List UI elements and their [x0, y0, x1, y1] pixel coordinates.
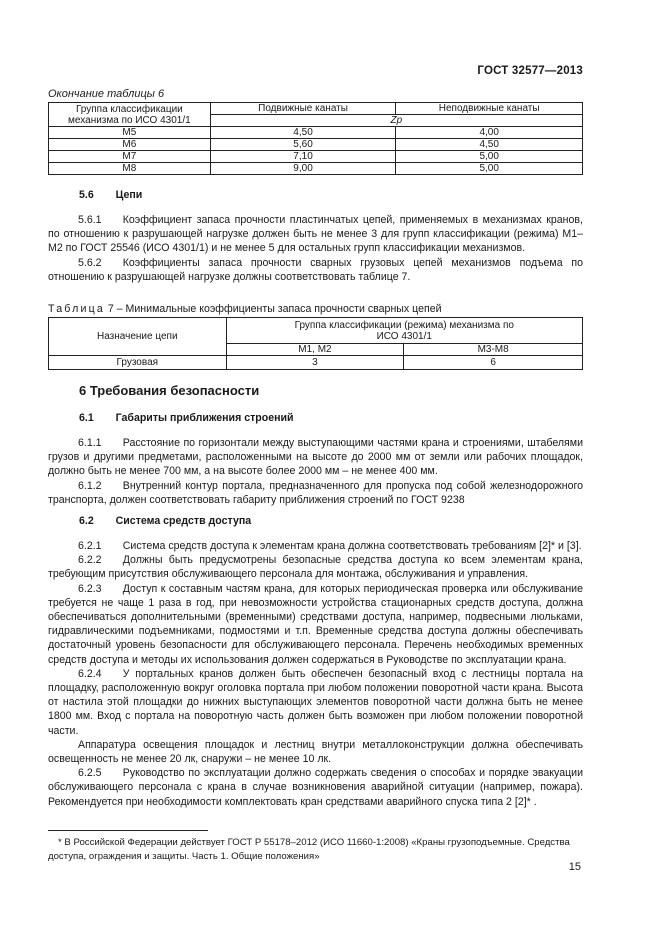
section-5-6-body	[48, 213, 583, 284]
section-6-1-heading	[79, 411, 294, 425]
table7-group-header: Группа классификации (режима) механизма по ИСО 4301/1	[226, 318, 582, 344]
paragraph-6-2-4: 6.2.4 У портальных кранов должен быть обеспечен безопасный вход с лестницы портала на площадку, расположенную вокруг оголовка портала при любом положении поворотной части крана. Высота от настила этой площадки до нижних выступающих элементов поворотной части должна быть не менее 1800 мм. Вход с портала на поворотную часть должен быть возможен при любом положении поворотной части.	[48, 667, 583, 737]
section-title: Габариты приближения строений	[115, 412, 294, 424]
table7-row-v2: 6	[404, 356, 583, 370]
table6-row-movable: 5,60	[210, 139, 396, 151]
table6-col3-header: Неподвижные канаты	[396, 103, 583, 115]
table7-col1-header: Назначение цепи	[49, 318, 227, 356]
paragraph-6-2-1: 6.2.1 Система средств доступа к элементам крана должна соответствовать требованиям [2]* и [3].	[78, 540, 582, 552]
footnote-text: * В Российской Федерации действует ГОСТ Р 55178–2012 (ИСО 11660-1:2008) «Краны грузоподъемные. Средства доступа, ограждения и защиты. Часть 1. Общие положения»	[48, 837, 570, 862]
section-number: 6.1	[79, 412, 94, 424]
section-6-2-body	[48, 539, 583, 809]
footnote-divider	[48, 830, 208, 831]
section-6-heading	[79, 384, 259, 398]
table6-row-group: M5	[49, 127, 211, 139]
table6	[48, 102, 583, 175]
section-5-6-heading	[79, 188, 142, 202]
paragraph-5-6-1: 5.6.1 Коэффициент запаса прочности пластинчатых цепей, применяемых в механизмах кранов, по отношению к разрушающей нагрузке должен быть не менее 3 для групп классификации (режима) M1–M2 по ГОСТ 25546 (ИСО 4301/1) и не менее 5 для остальных групп классификации механизмов.	[48, 214, 583, 255]
page-number: 15	[568, 861, 581, 873]
table6-row-fixed: 4,00	[396, 127, 583, 139]
paragraph-6-2-3: 6.2.3 Доступ к составным частям крана, для которых периодическая проверка или обслуживание требуется не чаще 1 раза в год, при невозможности устройства стационарных средств доступа, должна обеспечиваться дополнительными (временными) средствами доступа, например, подвесными люльками, гидравлическими подъемниками, подмостями и т.п. Временные средства доступа должны обеспечивать достаточный уровень безопасности для обслуживающего персонала. Перечень необходимых временных средств доступа и методы их использования должен содержаться в Руководстве по эксплуатации крана.	[48, 582, 583, 666]
table6-row-group: M7	[49, 151, 211, 163]
paragraph-5-6-2: 5.6.2 Коэффициенты запаса прочности сварных грузовых цепей механизмов подъема по отношению к разрушающей нагрузке должны соответствовать таблице 7.	[48, 256, 583, 283]
paragraph-6-1-2: 6.1.2 Внутренний контур портала, предназначенного для пропуска под собой железнодорожного транспорта, должен соответствовать габариту приближения строений по ГОСТ 9238	[48, 479, 583, 506]
footnote	[48, 836, 583, 864]
paragraph-6-2-2: 6.2.2 Должны быть предусмотрены безопасные средства доступа ко всем элементам крана, требующим присутствия обслуживающего персонала для монтажа, обслуживания и управления.	[48, 554, 583, 581]
table6-row-fixed: 5,00	[396, 151, 583, 163]
table7-caption-label: Таблица	[48, 303, 105, 315]
table6-row-fixed: 4,50	[396, 139, 583, 151]
table7-row-name: Грузовая	[49, 356, 227, 370]
table7-sub2: M3-M8	[404, 344, 583, 356]
section-number: 6.2	[79, 515, 94, 527]
section-number: 6	[79, 383, 87, 398]
table7-caption-text: 7 – Минимальные коэффициенты запаса прочности сварных цепей	[107, 303, 442, 315]
table7-caption	[48, 302, 442, 316]
section-title: Система средств доступа	[115, 515, 252, 527]
section-title: Требования безопасности	[89, 383, 260, 398]
table6-row-group: M8	[49, 163, 211, 175]
table7-sub1: M1, M2	[226, 344, 404, 356]
table7-row-v1: 3	[226, 356, 404, 370]
table6-col2-header: Подвижные канаты	[210, 103, 396, 115]
table7	[48, 317, 583, 370]
table6-row-movable: 7,10	[210, 151, 396, 163]
paragraph-6-2-4b: Аппаратура освещения площадок и лестниц внутри металлоконструкции должна обеспечивать освещенность не менее 20 лк, снаружи – не менее 10 лк.	[48, 738, 583, 766]
section-number: 5.6	[79, 189, 94, 201]
table6-row-group: M6	[49, 139, 211, 151]
table6-subheader: Zp	[210, 115, 582, 127]
paragraph-6-1-1: 6.1.1 Расстояние по горизонтали между выступающими частями крана и строениями, штабелями грузов и другими предметами, расположенными на высоте до 2000 мм от земли или рабочих площадок, должно быть не менее 700 мм, а на высоте более 2000 мм – не менее 400 мм.	[48, 437, 583, 478]
table6-col1-header: Группа классификации механизма по ИСО 4301/1	[49, 103, 211, 127]
table6-caption: Окончание таблицы 6	[48, 88, 165, 100]
paragraph-6-2-5: 6.2.5 Руководство по эксплуатации должно содержать сведения о способах и порядке эвакуации обслуживающего персонала с крана в случае возникновения аварийной ситуации (например, пожара). Рекомендуется при необходимости комплектовать кран средствами аварийного спуска типа 2 [2]* .	[48, 767, 583, 808]
table6-row-movable: 4,50	[210, 127, 396, 139]
section-6-1-body	[48, 436, 583, 507]
table6-row-movable: 9,00	[210, 163, 396, 175]
section-title: Цепи	[115, 189, 143, 201]
section-6-2-heading	[79, 514, 251, 528]
table6-row-fixed: 5,00	[396, 163, 583, 175]
document-id: ГОСТ 32577—2013	[477, 65, 583, 77]
